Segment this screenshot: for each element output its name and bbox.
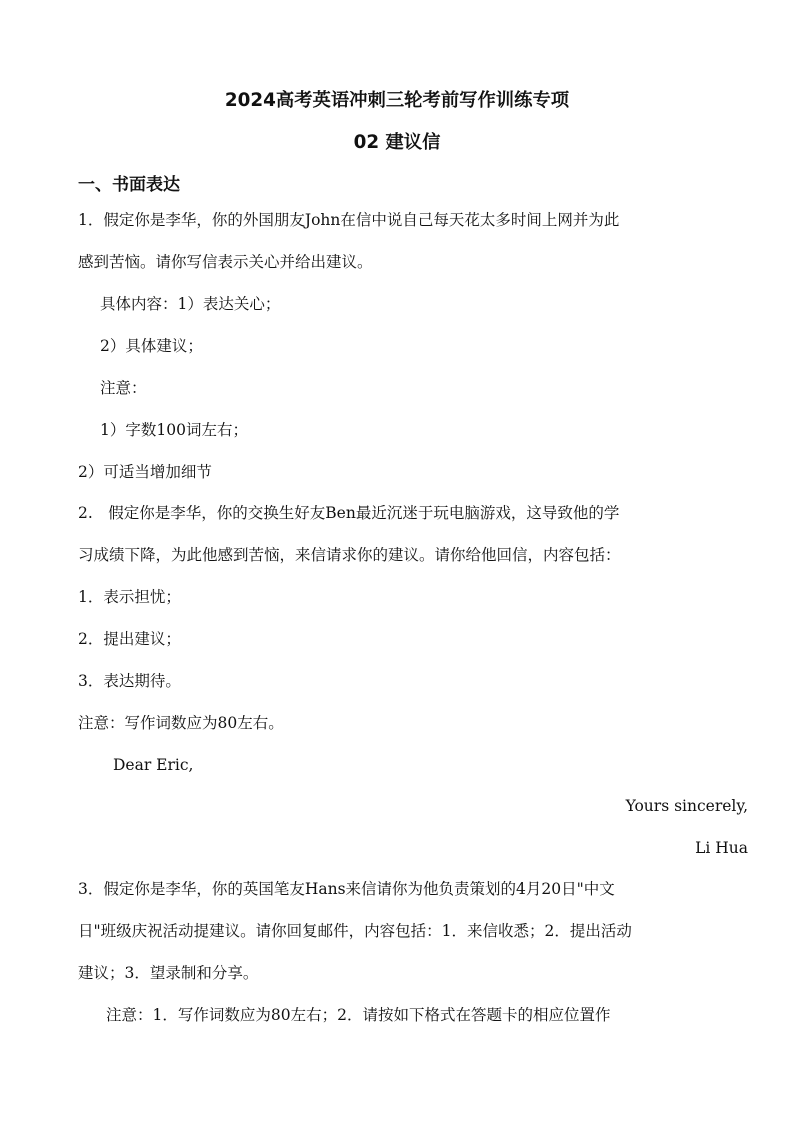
q1-content-point-1: 具体内容：1）表达关心； [100, 295, 281, 313]
q1-prompt-line-2: 感到苦恼。请你写信表示关心并给出建议。 [78, 253, 373, 271]
q3-prompt-line-2: 日"班级庆祝活动提建议。请你回复邮件，内容包括：1．来信收悉；2．提出活动 [78, 922, 632, 940]
document-subtitle: 02 建议信 [353, 132, 441, 153]
letter-greeting: Dear Eric, [113, 756, 194, 774]
q2-item-1: 1．表示担忧； [78, 588, 181, 606]
q2-prompt-line-1: 2. 假定你是李华，你的交换生好友Ben最近沉迷于玩电脑游戏，这导致他的学 [78, 504, 620, 522]
q1-note-2: 2）可适当增加细节 [78, 463, 212, 481]
q3-prompt-line-3: 建议；3．望录制和分享。 [78, 964, 259, 982]
q2-item-3: 3．表达期待。 [78, 672, 181, 690]
letter-signature: Li Hua [695, 839, 748, 857]
q1-content-point-2: 2）具体建议； [100, 337, 203, 355]
document-title: 2024高考英语冲刺三轮考前写作训练专项 [224, 90, 570, 111]
q1-note-1: 1）字数100词左右； [100, 421, 248, 439]
q2-note: 注意：写作词数应为80左右。 [78, 714, 284, 732]
letter-closing: Yours sincerely, [625, 797, 748, 815]
section-heading: 一、书面表达 [78, 175, 180, 195]
q2-item-2: 2．提出建议； [78, 630, 181, 648]
q1-note-label: 注意： [100, 379, 147, 397]
q2-prompt-line-2: 习成绩下降，为此他感到苦恼，来信请求你的建议。请你给他回信，内容包括： [78, 546, 621, 564]
q1-prompt-line-1: 1．假定你是李华，你的外国朋友John在信中说自己每天花太多时间上网并为此 [78, 211, 620, 229]
q3-prompt-line-1: 3．假定你是李华，你的英国笔友Hans来信请你为他负责策划的4月20日"中文 [78, 880, 615, 898]
q3-note: 注意：1．写作词数应为80左右；2．请按如下格式在答题卡的相应位置作 [106, 1006, 611, 1024]
